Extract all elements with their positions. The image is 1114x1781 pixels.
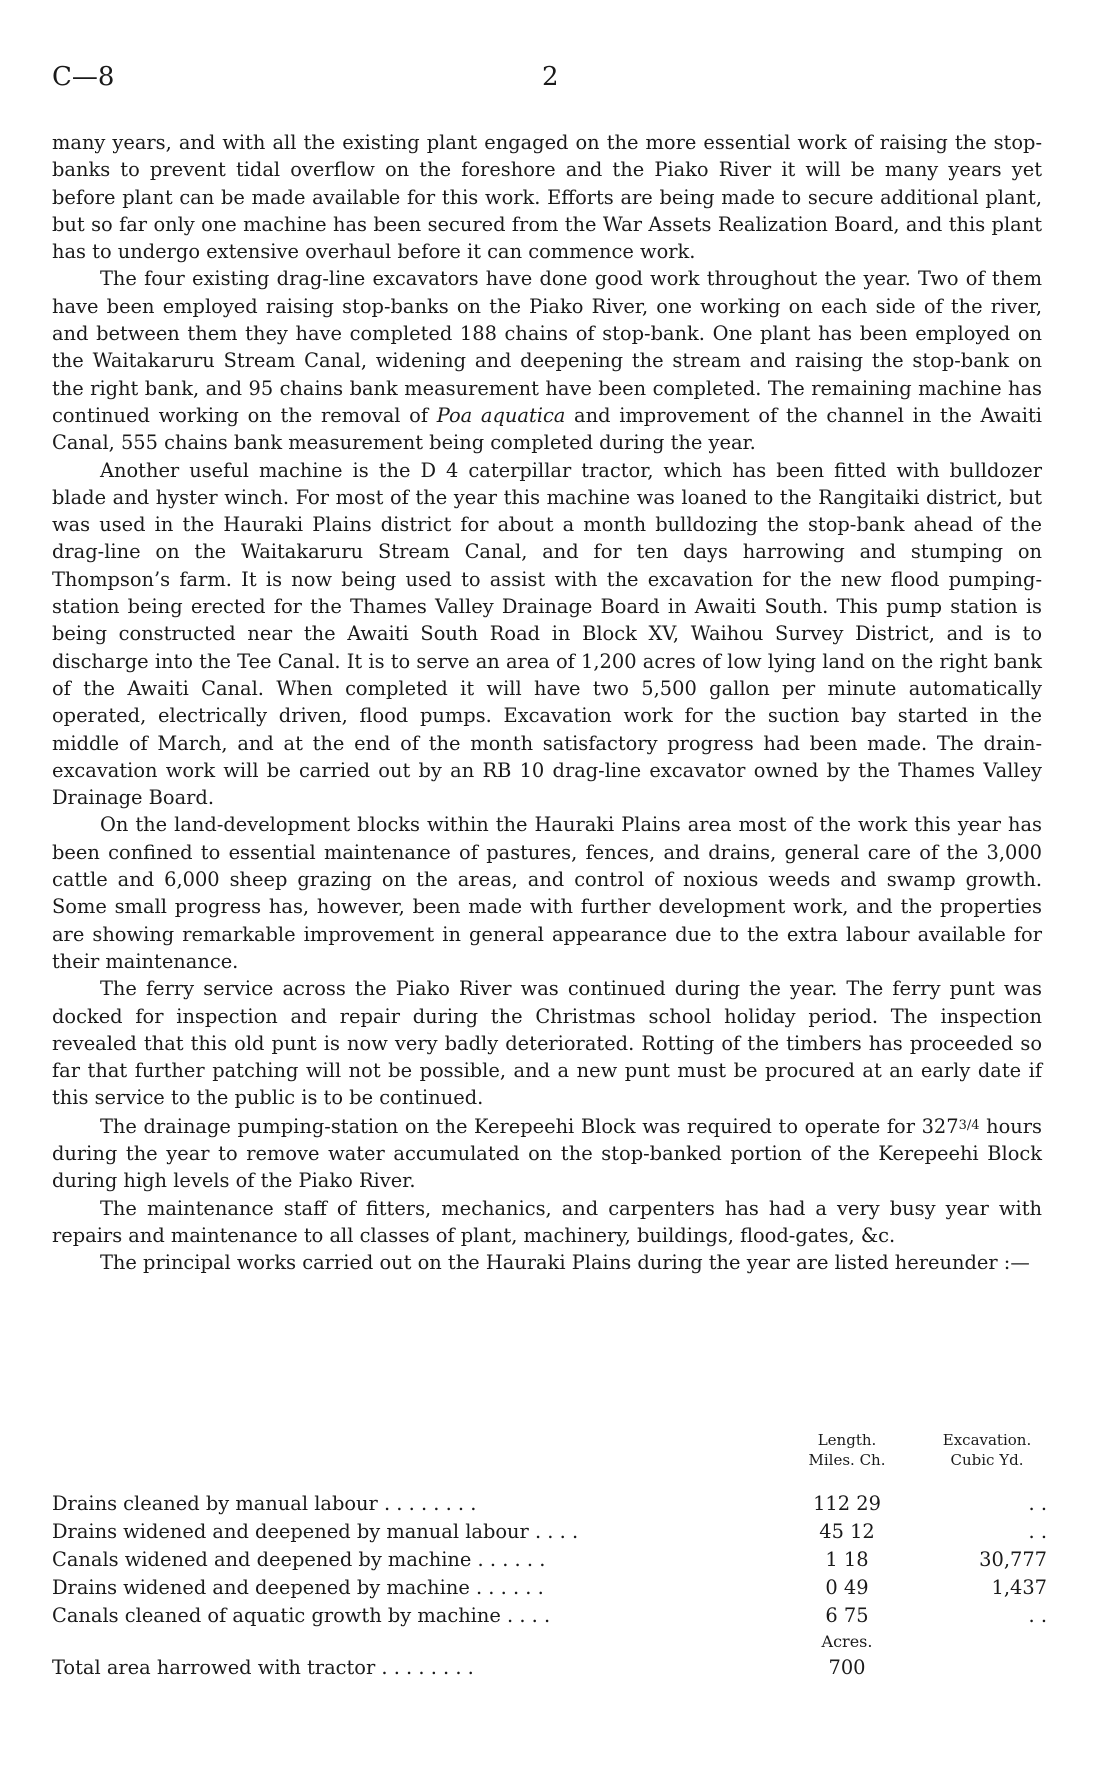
length-units: Miles. Ch.: [808, 1451, 886, 1469]
row-length: 45 12: [819, 1520, 875, 1543]
row-excavation: . .: [1028, 1604, 1047, 1627]
paragraph-text: hours during the year to remove water accumulated on the stop-banked portion of the Kerepeehi Block during high levels of the Piako River.: [52, 1114, 1042, 1193]
row-length: 1 18: [825, 1548, 869, 1571]
total-row: [52, 1654, 1042, 1682]
row-excavation: . .: [1028, 1492, 1047, 1515]
fraction: 3/4: [958, 1117, 980, 1133]
table-header: [52, 1430, 1042, 1490]
row-label: Canals widened and deepened by machine . . . . . .: [52, 1548, 546, 1571]
table-row: [52, 1518, 1047, 1546]
row-length: 112 29: [813, 1492, 881, 1515]
table-row: [52, 1574, 1047, 1602]
page-number: 2: [542, 62, 559, 92]
total-label: Total area harrowed with tractor . . . . . . . .: [52, 1656, 474, 1679]
paragraph-text: and improvement of the channel in the Awaiti Canal, 555 chains bank measurement being completed during the year.: [52, 403, 1042, 455]
page-header: [52, 62, 1042, 98]
acres-unit-row: [52, 1630, 1042, 1654]
acres-unit: Acres.: [821, 1632, 873, 1651]
paragraph-land-development: On the land-development blocks within the Hauraki Plains area most of the work this year has been confined to essential maintenance of pastures, fences, and drains, general care of the 3,000 cattle and 6,000 sheep grazing on the areas, and control of noxious weeds and swamp growth. Some small progress has, however, been made with further development work, and the properties are showing remarkable improvement in general appearance due to the extra labour available for their maintenance.: [52, 813, 1042, 973]
paragraph-drag-line-excavators: [52, 265, 1042, 456]
paragraph-text: The drainage pumping-station on the Kerepeehi Block was required to operate for 327: [100, 1114, 959, 1138]
row-length: 0 49: [825, 1576, 869, 1599]
paragraph-text: The four existing drag-line excavators have done good work throughout the year. Two of them have been employed raising stop-banks on the Piako River, one working on each side of the river, and between them they have completed 188 chains of stop-bank. One plant has been employed on the Waitakaruru Stream Canal, widening and deepening the stream and raising the stop-bank on the right bank, and 95 chains bank measurement have been completed. The remaining machine has continued working on the removal of: [52, 267, 1042, 427]
row-label: Drains cleaned by manual labour . . . . . . . .: [52, 1492, 477, 1515]
excavation-units: Cubic Yd.: [950, 1451, 1024, 1469]
row-excavation: 30,777: [979, 1548, 1047, 1571]
row-label: Canals cleaned of aquatic growth by machine . . . .: [52, 1604, 551, 1627]
paragraph-caterpillar-tractor: Another useful machine is the D 4 caterpillar tractor, which has been fitted with bulldozer blade and hyster winch. For most of the year this machine was loaned to the Rangitaiki district, but was used in the Hauraki Plains district for about a month bulldozing the stop-bank ahead of the drag-line on the Waitakaruru Stream Canal, and for ten days harrowing and stumping on Thompson’s farm. It is now being used to assist with the excavation for the new flood pumping-station being erected for the Thames Valley Drainage Board in Awaiti South. This pump station is being constructed near the Awaiti South Road in Block XV, Waihou Survey District, and is to discharge into the Tee Canal. It is to serve an area of 1,200 acres of low lying land on the right bank of the Awaiti Canal. When completed it will have two 5,500 gallon per minute automatically operated, electrically driven, flood pumps. Excavation work for the suction bay started in the middle of March, and at the end of the month satisfactory progress had been made. The drain-excavation work will be carried out by an RB 10 drag-line excavator owned by the Thames Valley Drainage Board.: [52, 458, 1042, 810]
total-value: 700: [828, 1656, 866, 1679]
row-label: Drains widened and deepened by manual labour . . . .: [52, 1520, 579, 1543]
works-table: [52, 1430, 1047, 1682]
length-label: Length.: [817, 1431, 877, 1449]
row-excavation: 1,437: [991, 1576, 1047, 1599]
paragraph-pumping-station: [52, 1112, 1042, 1195]
paragraph-maintenance-staff: The maintenance staff of fitters, mechanics, and carpenters has had a very busy year with repairs and maintenance to all classes of plant, machinery, buildings, flood-gates, &c.: [52, 1196, 1042, 1247]
table-row: [52, 1602, 1047, 1630]
excavation-label: Excavation.: [942, 1431, 1032, 1449]
row-label: Drains widened and deepened by machine . . . . . .: [52, 1576, 544, 1599]
species-name: Poa aquatica: [436, 403, 566, 427]
table-row: [52, 1546, 1047, 1574]
table-row: [52, 1490, 1047, 1518]
length-column-header: [782, 1430, 912, 1470]
paragraph-works-intro: The principal works carried out on the Hauraki Plains during the year are listed hereunder :—: [100, 1251, 1030, 1275]
body-text: [52, 129, 1042, 1276]
paragraph-continued: many years, and with all the existing plant engaged on the more essential work of raising the stop-banks to prevent tidal overflow on the foreshore and the Piako River it will be many years yet before plant can be made available for this work. Efforts are being made to secure additional plant, but so far only one machine has been secured from the War Assets Realization Board, and this plant has to undergo extensive overhaul before it can commence work.: [52, 131, 1042, 264]
row-length: 6 75: [825, 1604, 869, 1627]
paragraph-ferry-service: The ferry service across the Piako River was continued during the year. The ferry punt was docked for inspection and repair during the Christmas school holiday period. The inspection revealed that this old punt is now very badly deteriorated. Rotting of the timbers has proceeded so far that further patching will not be possible, and a new punt must be procured at an early date if this service to the public is to be continued.: [52, 977, 1042, 1110]
document-reference: C—8: [52, 62, 115, 92]
excavation-column-header: [922, 1430, 1052, 1470]
row-excavation: . .: [1028, 1520, 1047, 1543]
